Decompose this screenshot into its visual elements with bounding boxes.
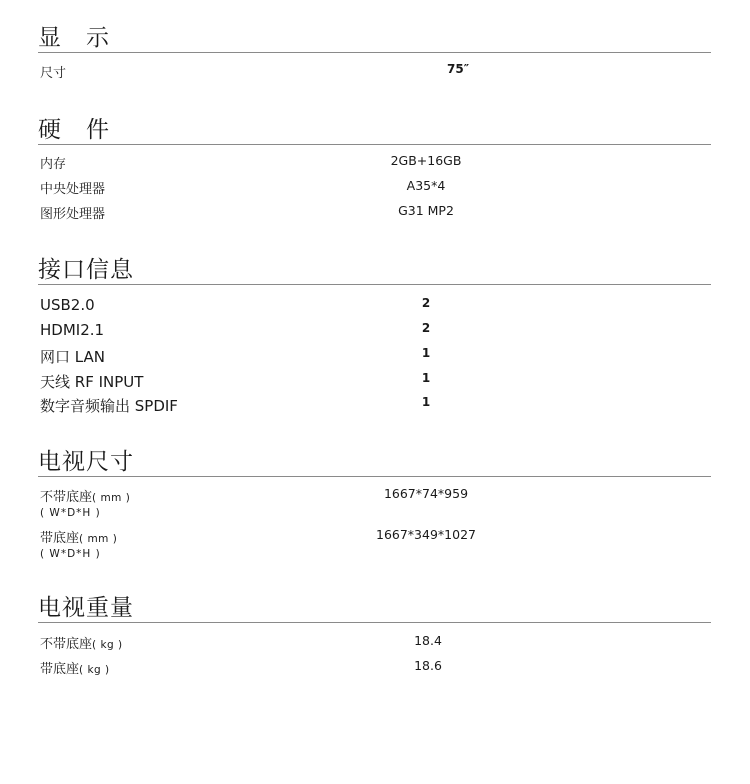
spec-value: 1667*349*1027 [376, 527, 476, 542]
spec-label [40, 486, 130, 519]
spec-label-text: 带底座 [40, 531, 80, 546]
spec-value: A35*4 [406, 178, 446, 193]
section-interfaces [38, 256, 711, 415]
spec-label-unit: ( mm ) [92, 492, 131, 504]
spec-label: 网口 LAN [40, 348, 105, 366]
section-title-tv-dimensions: 电视尺寸 [38, 449, 134, 475]
section-title-interfaces: 接口信息 [38, 257, 134, 283]
spec-label: 图形处理器 [40, 207, 106, 222]
spec-label: HDMI2.1 [40, 321, 105, 339]
spec-value: 18.6 [414, 658, 442, 673]
section-tv-weight [38, 594, 711, 677]
spec-value: 1667*74*959 [383, 486, 469, 501]
spec-label-text: 不带底座 [40, 490, 93, 505]
spec-label: 尺寸 [40, 66, 67, 81]
spec-label [40, 527, 117, 560]
spec-label-sub: ( W*D*H ) [40, 548, 101, 560]
spec-value: 1 [421, 395, 431, 409]
section-hardware [38, 116, 711, 222]
section-title-hardware: 硬 件 [38, 117, 110, 143]
spec-label-text: 带底座 [40, 662, 80, 677]
section-title-display: 显 示 [38, 25, 110, 51]
section-title-tv-weight: 电视重量 [38, 595, 134, 621]
spec-value: 2 [421, 321, 431, 335]
section-divider [38, 284, 711, 285]
spec-label: 数字音频输出 SPDIF [40, 397, 178, 415]
spec-value: 1 [421, 346, 431, 360]
spec-label-unit: ( kg ) [79, 664, 110, 676]
spec-label-unit: ( kg ) [92, 639, 123, 651]
spec-value: 1 [421, 371, 431, 385]
section-divider [38, 476, 711, 477]
spec-label-sub: ( W*D*H ) [40, 507, 101, 519]
spec-value: 18.4 [414, 633, 442, 648]
section-divider [38, 52, 711, 53]
spec-label [40, 633, 123, 652]
spec-label: 天线 RF INPUT [40, 373, 144, 391]
spec-label: 内存 [40, 157, 67, 172]
spec-value: G31 MP2 [398, 203, 454, 218]
section-display [38, 24, 711, 81]
spec-label: 中央处理器 [40, 182, 106, 197]
section-divider [38, 144, 711, 145]
section-tv-dimensions [38, 448, 711, 560]
spec-value: 2GB+16GB [390, 153, 462, 168]
spec-label: USB2.0 [40, 296, 95, 314]
spec-value: 2 [421, 296, 431, 310]
spec-label-unit: ( mm ) [79, 533, 118, 545]
spec-label [40, 658, 110, 677]
section-divider [38, 622, 711, 623]
spec-value: 75″ [447, 62, 470, 76]
spec-label-text: 不带底座 [40, 637, 93, 652]
